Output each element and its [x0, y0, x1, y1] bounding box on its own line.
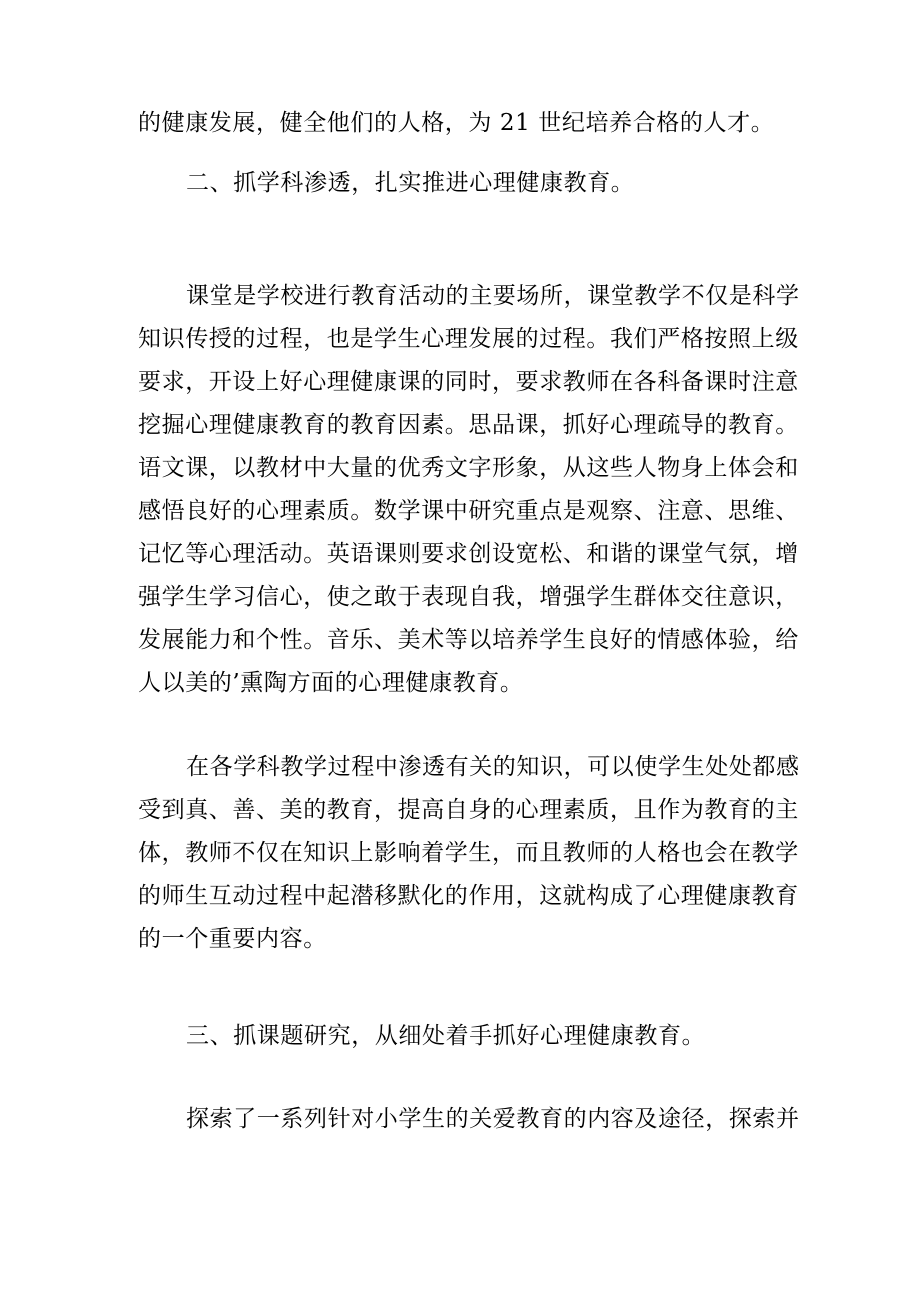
paragraph-line: 要求，开设上好心理健康课的同时，要求教师在各科备课时注意	[138, 369, 799, 395]
paragraph-line: 探索了一系列针对小学生的关爱教育的内容及途径，探索并	[186, 1106, 800, 1132]
paragraph-line: 知识传授的过程，也是学生心理发展的过程。我们严格按照上级	[138, 326, 799, 352]
paragraph-line: 感悟良好的心理素质。数学课中研究重点是观察、注意、思维、	[138, 498, 799, 524]
section-heading-3: 三、抓课题研究，从细处着手抓好心理健康教育。	[186, 1023, 706, 1049]
paragraph-line: 在各学科教学过程中渗透有关的知识，可以使学生处处都感	[186, 754, 800, 780]
paragraph-line: 强学生学习信心，使之敢于表现自我，增强学生群体交往意识，	[138, 584, 799, 610]
paragraph-line: 发展能力和个性。音乐、美术等以培养学生良好的情感体验，给	[138, 627, 799, 653]
paragraph-line: 人以美的’熏陶方面的心理健康教育。	[138, 670, 524, 696]
paragraph-line: 的师生互动过程中起潜移默化的作用，这就构成了心理健康教育	[138, 883, 799, 909]
paragraph-line: 体，教师不仅在知识上影响着学生，而且教师的人格也会在教学	[138, 840, 799, 866]
paragraph-line: 课堂是学校进行教育活动的主要场所，课堂教学不仅是科学	[186, 283, 800, 309]
paragraph-line: 挖掘心理健康教育的教育因素。思品课，抓好心理疏导的教育。	[138, 412, 799, 438]
section-heading-2: 二、抓学科渗透，扎实推进心理健康教育。	[186, 170, 635, 196]
paragraph-line: 语文课，以教材中大量的优秀文字形象，从这些人物身上体会和	[138, 455, 799, 481]
paragraph-line: 的一个重要内容。	[138, 926, 327, 952]
paragraph-line: 记忆等心理活动。英语课则要求创设宽松、和谐的课堂气氛，增	[138, 541, 799, 567]
paragraph-line: 受到真、善、美的教育，提高自身的心理素质，且作为教育的主	[138, 797, 799, 823]
paragraph-line: 的健康发展，健全他们的人格，为 21 世纪培养合格的人才。	[138, 110, 775, 136]
